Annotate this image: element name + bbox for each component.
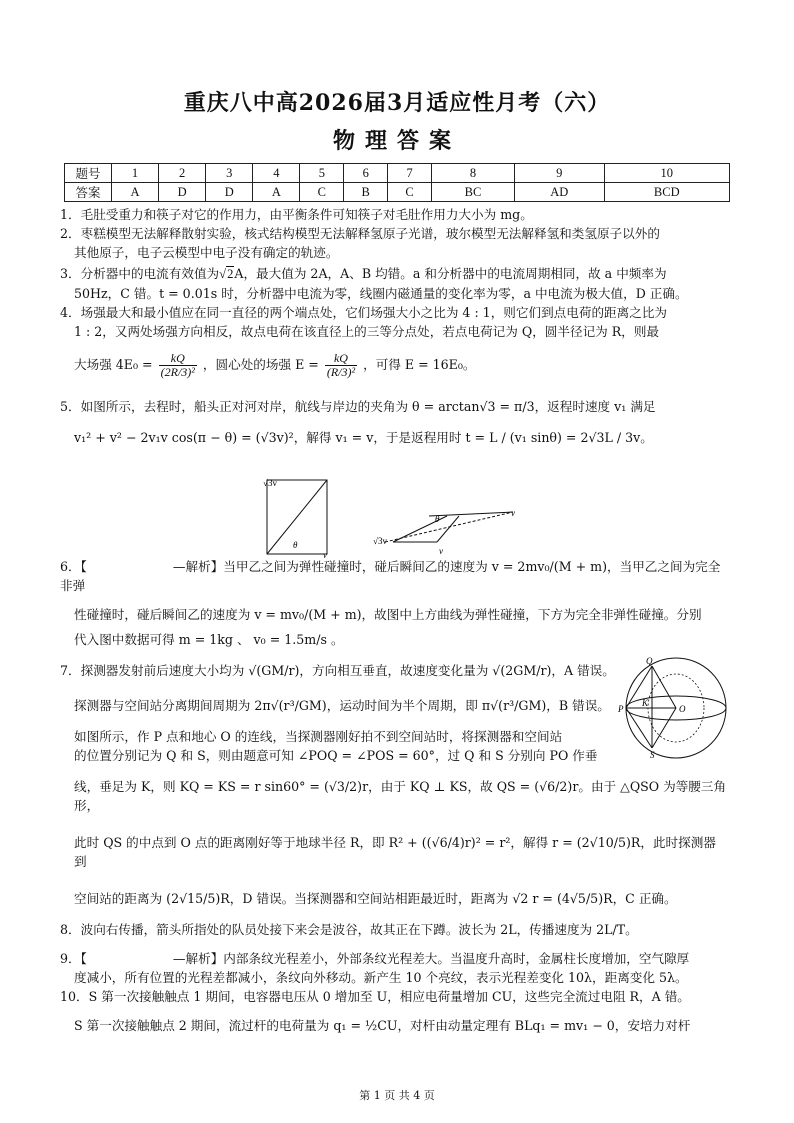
solution-number: 6．: [60, 559, 81, 574]
solution-text: 场强最大和最小值应在同一直径的两个端点处，它们场强大小之比为 4 : 1，则它们到点电荷的距离之比为: [80, 305, 668, 320]
solution-text: 代入图中数据可得 m = 1kg 、 v₀ = 1.5m/s 。: [74, 632, 344, 647]
solution-text: ，圆心处的场强 E =: [202, 357, 319, 372]
return-arrow-1: [385, 512, 513, 542]
solution-number: 4．: [60, 305, 81, 320]
label-theta: θ: [293, 540, 298, 550]
label-right-v-end: v: [511, 508, 515, 518]
answer-table-answer-row: [65, 183, 730, 202]
solution-9: [60, 949, 728, 987]
answer-table: [64, 163, 730, 202]
label-right-theta: θ: [435, 514, 440, 524]
exam-title: 重庆八中高2026届3月适应性月考（六）: [183, 90, 611, 116]
solution-text: 毛肚受重力和筷子对它的作用力，由平衡条件可知筷子对毛肚作用力大小为 mg。: [80, 207, 533, 222]
solution-number: 3．: [60, 266, 81, 281]
question-number: 7: [388, 164, 432, 183]
solution-text: 枣糕模型无法解释散射实验，核式结构模型无法解释氢原子光谱，玻尔模型无法解释氢和类氢原子以外的: [80, 226, 660, 241]
solution-2: [60, 224, 728, 262]
solution-5: [60, 397, 728, 447]
page-footer: 第 1 页 共 4 页: [359, 1089, 435, 1102]
sqrt-2-symbol: √2: [219, 267, 234, 281]
solution-text: 此时 QS 的中点到 O 点的距离刚好等于地球半径 R，即 R² + ((√6/4)r)² = r²，解得 r = (2√10/5)R，此时探测器到: [74, 835, 716, 869]
question-number: 2: [159, 164, 206, 183]
question-number: 10: [604, 164, 729, 183]
solution-text: 分析器中的电流有效值为: [80, 266, 220, 281]
question-number: 3: [206, 164, 253, 183]
label-v: v: [323, 550, 327, 560]
solution-text: 当甲乙之间为弹性碰撞时，碰后瞬间乙的速度为 v = 2mv₀/(M + m)，当甲乙之间为完全非弹: [60, 559, 721, 593]
answer-cell: C: [388, 183, 432, 202]
solution-7-continued: [60, 777, 728, 908]
answer-cell: AD: [515, 183, 605, 202]
exam-subtitle: 物理答案: [332, 128, 461, 154]
solution-10: [60, 987, 728, 1035]
solution-text: 性碰撞时，碰后瞬间乙的速度为 v = mv₀/(M + m)，故图中上方曲线为弹性碰撞，下方为完全非弹性碰撞。分别: [74, 607, 702, 622]
figure-5-vector-diagram: [255, 474, 530, 560]
label-Q: Q: [646, 656, 653, 666]
question-number: 6: [344, 164, 388, 183]
solution-number: 10．: [60, 989, 89, 1004]
analysis-label: —解析】: [172, 559, 224, 574]
question-number: 8: [432, 164, 515, 183]
solution-text: 线，垂足为 K，则 KQ = KS = r sin60° = (√3/2)r，由于 KQ ⊥ KS，故 QS = (√6/2)r。由于 △QSO 为等腰三角形，: [74, 779, 727, 813]
solution-1: [60, 205, 728, 224]
label-O: O: [679, 704, 686, 714]
solution-text: 度减小，所有位置的光程差都减小，条纹向外移动。新产生 10 个亮纹，表示光程差变化 10λ，距离变化 5λ。: [74, 970, 688, 985]
solution-text: 如图所示，作 P 点和地心 O 的连线，当探测器刚好拍不到空间站时，将探测器和空间站: [74, 729, 563, 744]
question-number: 9: [515, 164, 605, 183]
answer-cell: B: [344, 183, 388, 202]
max-field-fraction: $\frac{kQ}{\text{(2R/3)²}}$: [160, 351, 195, 379]
label-right-v-bottom: v: [439, 546, 443, 556]
figure-7-orbit-diagram: [616, 652, 734, 762]
solution-number: 7．: [60, 663, 81, 678]
solution-text: 波向右传播，箭头所指处的队员处接下来会是波谷，故其正在下蹲。波长为 2L，传播速度为 2L/T。: [80, 922, 638, 937]
solutions-body: [60, 205, 728, 1035]
answer-cell: BC: [432, 183, 515, 202]
answer-cell: BCD: [604, 183, 729, 202]
solution-3: [60, 264, 728, 303]
solution-text: S 第一次接触触点 1 期间，电容器电压从 0 增加至 U，相应电荷量增加 CU，这些完全流过电阻 R，A 错。: [88, 989, 690, 1004]
answer-table-number-row: [65, 164, 730, 183]
solution-text: v₁² + v² − 2v₁v cos(π − θ) = (√3v)²，解得 v₁ = v，于是返程用时 t =: [74, 430, 486, 445]
question-number: 1: [112, 164, 159, 183]
solution-text: S 第一次接触触点 2 期间，流过杆的电荷量为 q₁ = ½CU，对杆由动量定理有 BLq₁ = mv₁ − 0，安培力对杆: [74, 1018, 691, 1033]
solution-7: [60, 661, 620, 765]
line-QO: [652, 666, 676, 708]
solution-number: 2．: [60, 226, 81, 241]
label-K: K: [642, 698, 649, 708]
solution-number: 5．: [60, 399, 81, 414]
solution-text: 的位置分别记为 Q 和 S，则由题意可知 ∠POQ = ∠POS = 60°，过 Q 和 S 分别向 PO 作垂: [74, 748, 598, 763]
answer-cell: D: [206, 183, 253, 202]
label-S: S: [650, 750, 655, 760]
solution-4: [60, 303, 728, 385]
solution-text: 50Hz，C 错。t = 0.01s 时，分析器中电流为零，线圈内磁通量的变化率为零，a 中电流为极大值，D 正确。: [74, 286, 688, 301]
solution-text: 其他原子，电子云模型中电子没有确定的轨迹。: [74, 245, 339, 260]
solution-number: 1．: [60, 207, 81, 222]
answer-cell: A: [112, 183, 159, 202]
label-P: P: [618, 704, 624, 714]
answer-cell: A: [253, 183, 300, 202]
solution-text: 探测器发射前后速度大小均为 √(GM/r)，方向相互垂直，故速度变化量为 √(2GM/r)，A 错误。: [80, 663, 615, 678]
label-right-sqrt3v: √3v: [373, 536, 387, 546]
solution-text: 探测器与空间站分离期间周期为 2π√(r³/GM)，运动时间为半个周期，即 π√(r³/GM)，B 错误。: [74, 698, 610, 713]
answer-cell: C: [300, 183, 344, 202]
solution-6: [60, 557, 728, 649]
solution-text: 如图所示，去程时，船头正对河对岸，航线与岸边的夹角为 θ = arctan√3 = π/3，返程时速度 v₁ 满足: [80, 399, 656, 414]
analysis-label: —解析】: [172, 951, 224, 966]
label-sqrt3v: √3v: [263, 478, 277, 488]
solution-number: 8．: [60, 922, 81, 937]
question-number: 5: [300, 164, 344, 183]
solution-8: [60, 920, 728, 939]
question-number: 4: [253, 164, 300, 183]
solution-text: 空间站的距离为 (2√15/5)R，D 错误。当探测器和空间站相距最近时，距离为 √2 r = (4√5/5)R，C 正确。: [74, 891, 677, 906]
solution-text: A，最大值为 2A，A、B 均错。a 和分析器中的电流周期相同，故 a 中频率为: [234, 266, 667, 281]
center-field-fraction: $\frac{kQ}{\text{(R/3)²}}$: [326, 351, 356, 379]
bracket-open: 【: [80, 951, 87, 966]
solution-text: 大场强 4E₀ =: [74, 357, 153, 372]
answer-cell: D: [159, 183, 206, 202]
answer-table-row-label: 题号: [65, 164, 112, 183]
answer-table-row-label: 答案: [65, 183, 112, 202]
solution-text: L / (v₁ sinθ) = 2√3L / 3v。: [489, 430, 653, 445]
solution-text: ，可得 E = 16E₀。: [363, 357, 476, 372]
solution-text: 内部条纹光程差小，外部条纹光程差大。当温度升高时，金属柱长度增加，空气隙厚: [223, 951, 690, 966]
return-top-line: [429, 512, 513, 516]
solution-number: 9．: [60, 951, 81, 966]
bracket-open: 【: [80, 559, 87, 574]
solution-text: 1 : 2，又两处场强方向相反，故点电荷在该直径上的三等分点处，若点电荷记为 Q，圆半径记为 R，则最: [74, 324, 660, 339]
line-PQ: [626, 666, 652, 708]
